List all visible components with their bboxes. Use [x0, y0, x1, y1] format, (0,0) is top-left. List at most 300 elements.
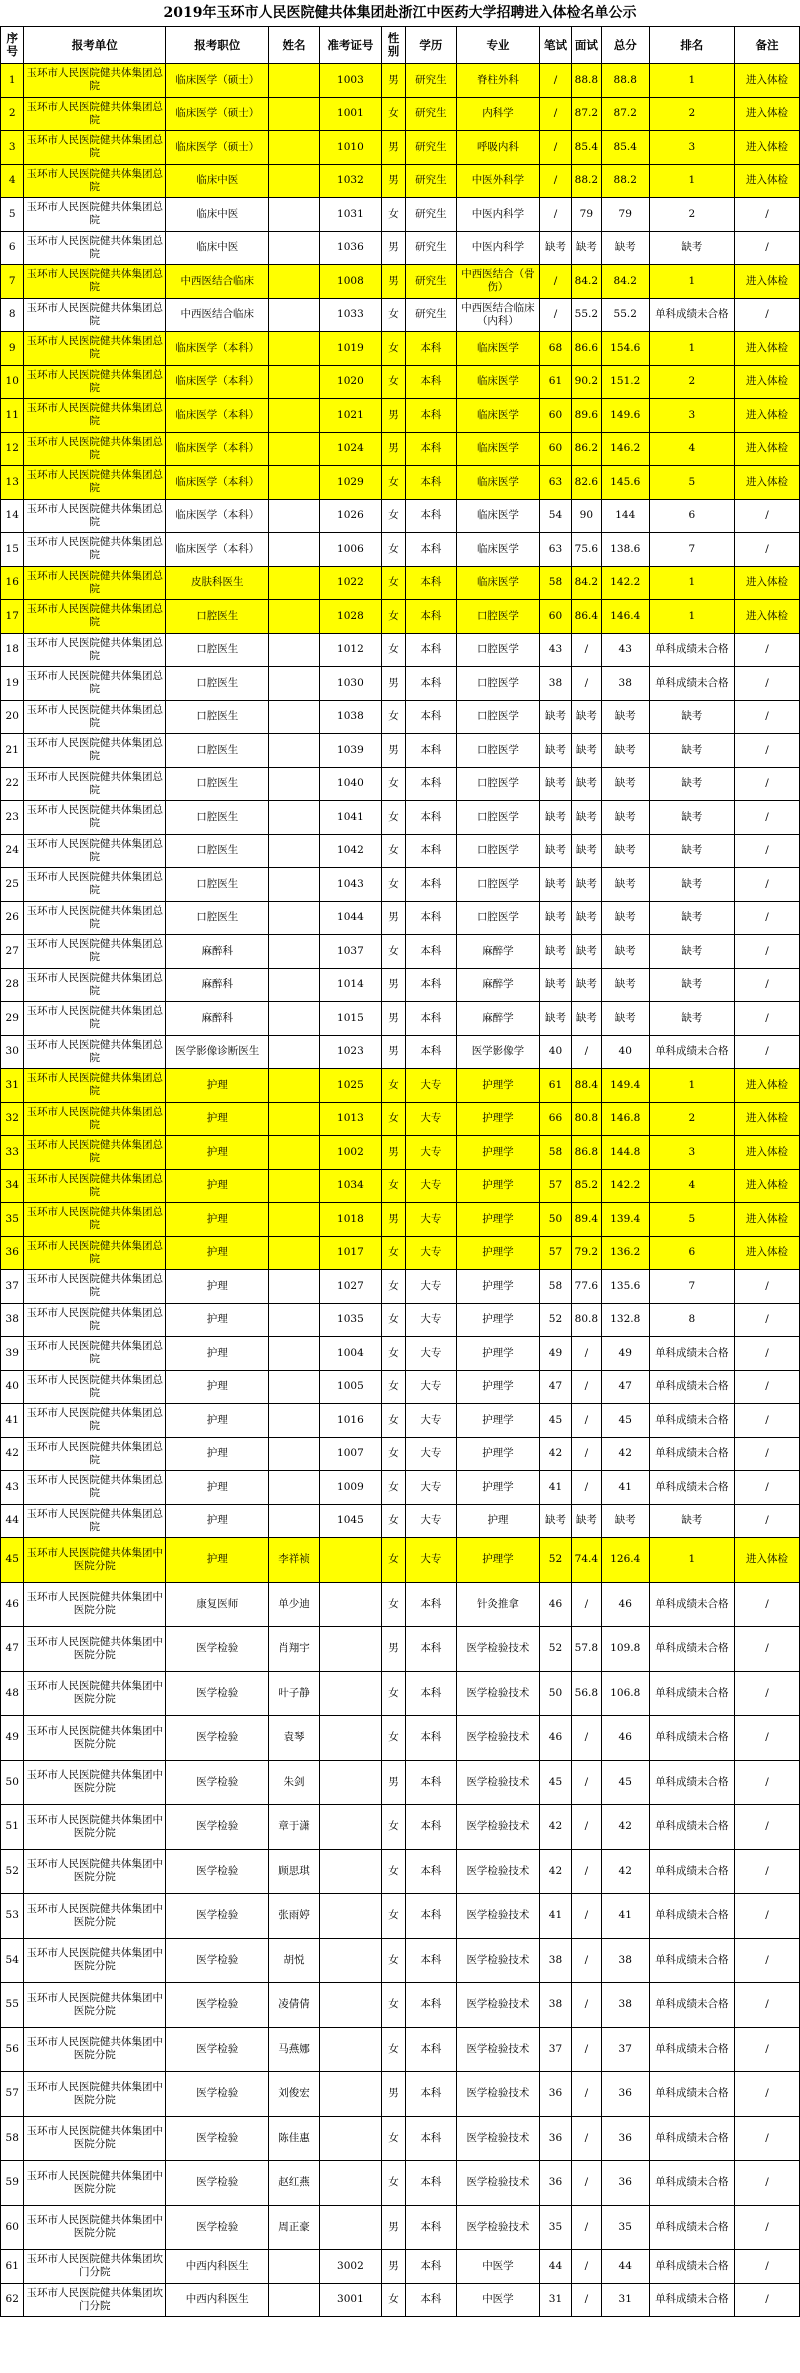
cell-interview-score: / [571, 2027, 601, 2072]
cell-name: 刘俊宏 [269, 2072, 319, 2117]
cell-unit: 玉环市人民医院健共体集团总院 [24, 1471, 166, 1505]
cell-position: 医学检验 [166, 1760, 269, 1805]
cell-education: 本科 [405, 633, 456, 667]
cell-sex: 女 [382, 1938, 405, 1983]
cell-sex: 女 [382, 633, 405, 667]
cell-unit: 玉环市人民医院健共体集团中医院分院 [24, 1671, 166, 1716]
cell-written-score: 50 [539, 1671, 571, 1716]
cell-no: 47 [1, 1627, 24, 1672]
cell-position: 麻醉科 [166, 935, 269, 969]
cell-note: / [734, 968, 799, 1002]
table-row [1, 868, 800, 902]
cell-position: 护理 [166, 1404, 269, 1438]
cell-position: 医学检验 [166, 1805, 269, 1850]
cell-position: 口腔医生 [166, 901, 269, 935]
cell-unit: 玉环市人民医院健共体集团坎门分院 [24, 2250, 166, 2284]
cell-name [269, 1370, 319, 1404]
cell-rank: 单科成绩未合格 [649, 2283, 734, 2317]
cell-position: 医学检验 [166, 2072, 269, 2117]
cell-sex: 女 [382, 1582, 405, 1627]
cell-total-score: 154.6 [601, 332, 649, 366]
cell-no: 21 [1, 734, 24, 768]
cell-no: 29 [1, 1002, 24, 1036]
cell-note: 进入体检 [734, 1169, 799, 1203]
cell-no: 51 [1, 1805, 24, 1850]
cell-written-score: 缺考 [539, 801, 571, 835]
cell-position: 护理 [166, 1203, 269, 1237]
cell-sex: 女 [382, 566, 405, 600]
cell-written-score: 54 [539, 499, 571, 533]
cell-written-score: / [539, 64, 571, 98]
cell-note: / [734, 198, 799, 232]
cell-position: 临床医学（本科） [166, 466, 269, 500]
cell-position: 皮肤科医生 [166, 566, 269, 600]
cell-unit: 玉环市人民医院健共体集团总院 [24, 1002, 166, 1036]
cell-total-score: 146.8 [601, 1102, 649, 1136]
cell-no: 1 [1, 64, 24, 98]
cell-major: 麻醉学 [456, 935, 539, 969]
cell-education: 本科 [405, 734, 456, 768]
cell-exam-id: 1043 [319, 868, 382, 902]
cell-rank: 缺考 [649, 1504, 734, 1538]
table-row [1, 1538, 800, 1583]
cell-note: 进入体检 [734, 1203, 799, 1237]
cell-rank: 3 [649, 131, 734, 165]
cell-note: / [734, 2116, 799, 2161]
cell-no: 60 [1, 2205, 24, 2250]
cell-rank: 单科成绩未合格 [649, 2250, 734, 2284]
cell-unit: 玉环市人民医院健共体集团总院 [24, 231, 166, 265]
cell-no: 9 [1, 332, 24, 366]
cell-name [269, 399, 319, 433]
cell-written-score: 60 [539, 399, 571, 433]
cell-total-score: 31 [601, 2283, 649, 2317]
cell-interview-score: / [571, 1716, 601, 1761]
cell-sex: 男 [382, 1136, 405, 1170]
cell-education: 本科 [405, 1002, 456, 1036]
cell-unit: 玉环市人民医院健共体集团中医院分院 [24, 2116, 166, 2161]
table-row [1, 566, 800, 600]
cell-education: 本科 [405, 1716, 456, 1761]
cell-interview-score: 79.2 [571, 1236, 601, 1270]
cell-unit: 玉环市人民医院健共体集团总院 [24, 1270, 166, 1304]
table-row [1, 1582, 800, 1627]
cell-note: / [734, 499, 799, 533]
cell-written-score: 42 [539, 1849, 571, 1894]
cell-interview-score: / [571, 1437, 601, 1471]
cell-position: 临床医学（本科） [166, 332, 269, 366]
cell-name [269, 432, 319, 466]
cell-position: 麻醉科 [166, 968, 269, 1002]
table-row [1, 265, 800, 299]
cell-note: / [734, 1805, 799, 1850]
cell-exam-id: 1014 [319, 968, 382, 1002]
cell-interview-score: / [571, 667, 601, 701]
table-row [1, 1169, 800, 1203]
cell-total-score: 37 [601, 2027, 649, 2072]
col-position-header: 报考职位 [166, 27, 269, 64]
cell-interview-score: 80.8 [571, 1102, 601, 1136]
cell-name [269, 1404, 319, 1438]
cell-position: 医学检验 [166, 2205, 269, 2250]
cell-no: 24 [1, 834, 24, 868]
cell-rank: 2 [649, 198, 734, 232]
cell-rank: 1 [649, 265, 734, 299]
cell-rank: 单科成绩未合格 [649, 1805, 734, 1850]
cell-total-score: 88.8 [601, 64, 649, 98]
cell-name: 叶子静 [269, 1671, 319, 1716]
cell-position: 护理 [166, 1437, 269, 1471]
cell-sex: 男 [382, 164, 405, 198]
cell-rank: 2 [649, 1102, 734, 1136]
cell-unit: 玉环市人民医院健共体集团总院 [24, 1236, 166, 1270]
cell-exam-id: 1031 [319, 198, 382, 232]
cell-interview-score: / [571, 1370, 601, 1404]
cell-unit: 玉环市人民医院健共体集团总院 [24, 1303, 166, 1337]
cell-total-score: 46 [601, 1716, 649, 1761]
cell-no: 5 [1, 198, 24, 232]
cell-unit: 玉环市人民医院健共体集团总院 [24, 365, 166, 399]
cell-note: / [734, 298, 799, 332]
cell-major: 医学检验技术 [456, 1671, 539, 1716]
cell-note: / [734, 1437, 799, 1471]
cell-sex: 女 [382, 1437, 405, 1471]
cell-note: / [734, 1627, 799, 1672]
cell-major: 医学检验技术 [456, 2116, 539, 2161]
col-major-header: 专业 [456, 27, 539, 64]
cell-name [269, 298, 319, 332]
cell-no: 61 [1, 2250, 24, 2284]
cell-education: 本科 [405, 1582, 456, 1627]
cell-rank: 1 [649, 1538, 734, 1583]
cell-total-score: 84.2 [601, 265, 649, 299]
cell-name [269, 901, 319, 935]
cell-name [269, 600, 319, 634]
table-row [1, 2116, 800, 2161]
cell-no: 36 [1, 1236, 24, 1270]
cell-major: 护理学 [456, 1437, 539, 1471]
cell-written-score: 42 [539, 1437, 571, 1471]
cell-written-score: 缺考 [539, 231, 571, 265]
cell-total-score: 149.6 [601, 399, 649, 433]
cell-name [269, 198, 319, 232]
cell-position: 医学检验 [166, 1671, 269, 1716]
cell-exam-id [319, 2027, 382, 2072]
cell-name: 袁琴 [269, 1716, 319, 1761]
cell-rank: 7 [649, 1270, 734, 1304]
cell-note: / [734, 2283, 799, 2317]
cell-sex: 男 [382, 432, 405, 466]
cell-note: / [734, 2205, 799, 2250]
cell-major: 中医学 [456, 2283, 539, 2317]
cell-unit: 玉环市人民医院健共体集团总院 [24, 700, 166, 734]
cell-name [269, 1303, 319, 1337]
cell-note: 进入体检 [734, 1136, 799, 1170]
cell-name [269, 1203, 319, 1237]
cell-interview-score: / [571, 2250, 601, 2284]
cell-rank: 单科成绩未合格 [649, 667, 734, 701]
col-unit-header: 报考单位 [24, 27, 166, 64]
cell-exam-id: 1034 [319, 1169, 382, 1203]
cell-interview-score: 82.6 [571, 466, 601, 500]
cell-total-score: 缺考 [601, 700, 649, 734]
table-row [1, 2250, 800, 2284]
cell-unit: 玉环市人民医院健共体集团总院 [24, 633, 166, 667]
cell-rank: 缺考 [649, 868, 734, 902]
cell-rank: 单科成绩未合格 [649, 2027, 734, 2072]
cell-name [269, 868, 319, 902]
cell-education: 本科 [405, 566, 456, 600]
cell-position: 护理 [166, 1538, 269, 1583]
cell-name: 肖翔宇 [269, 1627, 319, 1672]
cell-name [269, 231, 319, 265]
cell-total-score: 缺考 [601, 734, 649, 768]
table-row [1, 767, 800, 801]
table-row [1, 466, 800, 500]
cell-note: / [734, 2161, 799, 2206]
cell-major: 中医内科学 [456, 231, 539, 265]
cell-written-score: 缺考 [539, 767, 571, 801]
cell-position: 护理 [166, 1136, 269, 1170]
cell-exam-id: 1012 [319, 633, 382, 667]
cell-total-score: 缺考 [601, 834, 649, 868]
cell-no: 13 [1, 466, 24, 500]
cell-major: 护理学 [456, 1069, 539, 1103]
cell-interview-score: 90.2 [571, 365, 601, 399]
cell-interview-score: 缺考 [571, 767, 601, 801]
cell-total-score: 85.4 [601, 131, 649, 165]
col-note-header: 备注 [734, 27, 799, 64]
cell-interview-score: 缺考 [571, 868, 601, 902]
cell-interview-score: 86.6 [571, 332, 601, 366]
cell-name [269, 2250, 319, 2284]
cell-name: 凌倩倩 [269, 1983, 319, 2028]
cell-sex: 女 [382, 600, 405, 634]
cell-unit: 玉环市人民医院健共体集团总院 [24, 767, 166, 801]
cell-total-score: 35 [601, 2205, 649, 2250]
cell-rank: 5 [649, 1203, 734, 1237]
cell-name [269, 834, 319, 868]
cell-education: 本科 [405, 868, 456, 902]
cell-unit: 玉环市人民医院健共体集团总院 [24, 868, 166, 902]
cell-no: 41 [1, 1404, 24, 1438]
cell-position: 口腔医生 [166, 700, 269, 734]
cell-unit: 玉环市人民医院健共体集团总院 [24, 968, 166, 1002]
cell-position: 临床医学（硕士） [166, 131, 269, 165]
cell-note: / [734, 1716, 799, 1761]
cell-name [269, 1504, 319, 1538]
table-row [1, 633, 800, 667]
table-row [1, 1337, 800, 1371]
cell-written-score: 45 [539, 1404, 571, 1438]
cell-unit: 玉环市人民医院健共体集团中医院分院 [24, 2161, 166, 2206]
cell-education: 研究生 [405, 231, 456, 265]
cell-total-score: 42 [601, 1849, 649, 1894]
cell-total-score: 149.4 [601, 1069, 649, 1103]
cell-major: 医学检验技术 [456, 1894, 539, 1939]
cell-no: 48 [1, 1671, 24, 1716]
cell-note: / [734, 801, 799, 835]
cell-rank: 缺考 [649, 834, 734, 868]
cell-exam-id: 1041 [319, 801, 382, 835]
cell-sex: 女 [382, 1504, 405, 1538]
cell-position: 临床医学（本科） [166, 432, 269, 466]
cell-unit: 玉环市人民医院健共体集团总院 [24, 935, 166, 969]
cell-exam-id: 1027 [319, 1270, 382, 1304]
cell-interview-score: / [571, 2116, 601, 2161]
cell-written-score: 52 [539, 1303, 571, 1337]
cell-exam-id: 3002 [319, 2250, 382, 2284]
cell-sex: 女 [382, 1538, 405, 1583]
cell-position: 护理 [166, 1069, 269, 1103]
cell-education: 大专 [405, 1069, 456, 1103]
cell-name [269, 365, 319, 399]
cell-total-score: 45 [601, 1404, 649, 1438]
cell-written-score: 38 [539, 667, 571, 701]
cell-exam-id: 1035 [319, 1303, 382, 1337]
cell-total-score: 135.6 [601, 1270, 649, 1304]
table-row [1, 1136, 800, 1170]
cell-education: 本科 [405, 1627, 456, 1672]
cell-major: 临床医学 [456, 332, 539, 366]
cell-name [269, 1337, 319, 1371]
cell-written-score: 41 [539, 1894, 571, 1939]
cell-no: 28 [1, 968, 24, 1002]
cell-note: / [734, 2072, 799, 2117]
cell-unit: 玉环市人民医院健共体集团中医院分院 [24, 1760, 166, 1805]
cell-unit: 玉环市人民医院健共体集团总院 [24, 432, 166, 466]
cell-rank: 2 [649, 365, 734, 399]
cell-sex: 女 [382, 1894, 405, 1939]
cell-rank: 缺考 [649, 968, 734, 1002]
cell-major: 口腔医学 [456, 600, 539, 634]
cell-unit: 玉环市人民医院健共体集团中医院分院 [24, 1849, 166, 1894]
cell-sex: 女 [382, 2283, 405, 2317]
cell-sex: 女 [382, 2161, 405, 2206]
cell-major: 临床医学 [456, 499, 539, 533]
cell-name [269, 734, 319, 768]
table-row [1, 298, 800, 332]
cell-name [269, 64, 319, 98]
cell-no: 3 [1, 131, 24, 165]
cell-rank: 单科成绩未合格 [649, 1404, 734, 1438]
cell-unit: 玉环市人民医院健共体集团总院 [24, 801, 166, 835]
cell-education: 本科 [405, 1983, 456, 2028]
cell-total-score: 106.8 [601, 1671, 649, 1716]
cell-interview-score: 缺考 [571, 801, 601, 835]
cell-name [269, 499, 319, 533]
cell-position: 医学检验 [166, 2161, 269, 2206]
cell-written-score: 36 [539, 2161, 571, 2206]
cell-education: 大专 [405, 1538, 456, 1583]
table-row [1, 801, 800, 835]
table-row [1, 1102, 800, 1136]
cell-name: 章于潇 [269, 1805, 319, 1850]
cell-rank: 单科成绩未合格 [649, 2205, 734, 2250]
cell-major: 口腔医学 [456, 868, 539, 902]
table-row [1, 1437, 800, 1471]
cell-major: 口腔医学 [456, 633, 539, 667]
cell-written-score: 35 [539, 2205, 571, 2250]
cell-position: 口腔医生 [166, 667, 269, 701]
cell-rank: 单科成绩未合格 [649, 1983, 734, 2028]
cell-total-score: 45 [601, 1760, 649, 1805]
cell-rank: 8 [649, 1303, 734, 1337]
cell-sex: 男 [382, 1203, 405, 1237]
cell-unit: 玉环市人民医院健共体集团中医院分院 [24, 2205, 166, 2250]
cell-total-score: 136.2 [601, 1236, 649, 1270]
cell-rank: 6 [649, 499, 734, 533]
cell-name [269, 131, 319, 165]
cell-interview-score: / [571, 1938, 601, 1983]
cell-position: 护理 [166, 1337, 269, 1371]
cell-written-score: 缺考 [539, 1002, 571, 1036]
cell-education: 本科 [405, 1938, 456, 1983]
cell-position: 口腔医生 [166, 834, 269, 868]
cell-no: 52 [1, 1849, 24, 1894]
cell-unit: 玉环市人民医院健共体集团总院 [24, 399, 166, 433]
cell-interview-score: 缺考 [571, 1504, 601, 1538]
cell-unit: 玉环市人民医院健共体集团总院 [24, 131, 166, 165]
table-row [1, 533, 800, 567]
cell-name [269, 1169, 319, 1203]
cell-interview-score: 80.8 [571, 1303, 601, 1337]
cell-position: 医学检验 [166, 1983, 269, 2028]
cell-sex: 男 [382, 901, 405, 935]
cell-no: 54 [1, 1938, 24, 1983]
cell-rank: 7 [649, 533, 734, 567]
cell-major: 护理学 [456, 1404, 539, 1438]
cell-interview-score: 缺考 [571, 700, 601, 734]
cell-major: 中医学 [456, 2250, 539, 2284]
cell-exam-id [319, 1938, 382, 1983]
cell-no: 37 [1, 1270, 24, 1304]
table-row [1, 1671, 800, 1716]
table-row [1, 1760, 800, 1805]
cell-sex: 女 [382, 700, 405, 734]
cell-name [269, 1236, 319, 1270]
cell-sex: 女 [382, 2027, 405, 2072]
cell-total-score: 43 [601, 633, 649, 667]
cell-education: 本科 [405, 600, 456, 634]
cell-written-score: 45 [539, 1760, 571, 1805]
cell-total-score: 38 [601, 667, 649, 701]
cell-rank: 4 [649, 1169, 734, 1203]
cell-note: / [734, 1471, 799, 1505]
cell-major: 医学检验技术 [456, 1938, 539, 1983]
cell-name [269, 1069, 319, 1103]
cell-written-score: 缺考 [539, 968, 571, 1002]
cell-rank: 单科成绩未合格 [649, 2161, 734, 2206]
cell-no: 46 [1, 1582, 24, 1627]
cell-name [269, 1437, 319, 1471]
table-row [1, 499, 800, 533]
cell-note: / [734, 1504, 799, 1538]
cell-position: 口腔医生 [166, 633, 269, 667]
cell-sex: 女 [382, 801, 405, 835]
cell-position: 医学检验 [166, 1627, 269, 1672]
cell-no: 43 [1, 1471, 24, 1505]
cell-note: / [734, 2250, 799, 2284]
cell-rank: 3 [649, 399, 734, 433]
cell-major: 护理学 [456, 1203, 539, 1237]
cell-total-score: 缺考 [601, 1504, 649, 1538]
cell-note: 进入体检 [734, 1538, 799, 1583]
cell-total-score: 40 [601, 1035, 649, 1069]
cell-major: 医学检验技术 [456, 1983, 539, 2028]
cell-total-score: 38 [601, 1938, 649, 1983]
cell-interview-score: 89.6 [571, 399, 601, 433]
